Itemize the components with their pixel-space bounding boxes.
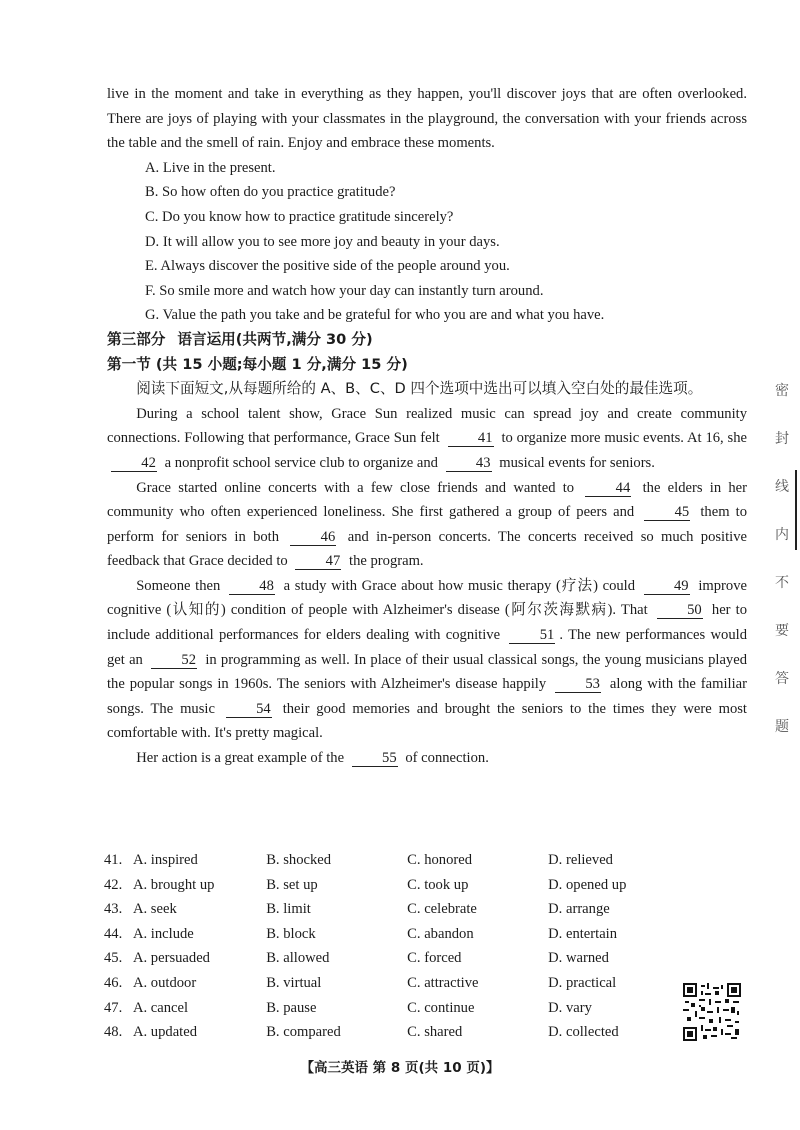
cloze-text: their good memories and brought the seniors to the times they were most comfortable with. It's pretty magical. [107, 700, 747, 742]
margin-char: 答 [775, 671, 789, 687]
question-number: 47. [104, 999, 123, 1016]
cloze-text: her to include additional performances for elders dealing with cognitive [107, 602, 748, 644]
choice-b: B. pause [266, 999, 317, 1016]
margin-char: 要 [775, 623, 789, 639]
part3-heading-rest: 语言运用(共两节,满分 30 分) [177, 330, 373, 348]
cloze-paragraph-1 [107, 402, 747, 476]
cloze-text: in programming as well. In place of their usual classical songs, the young musicians played the popular songs in 1960s. The seniors with Alzheimer's disease happily [107, 651, 747, 693]
choice-a: A. updated [132, 1024, 198, 1041]
blank-49: 49 [644, 578, 690, 595]
question-number: 42. [104, 876, 123, 893]
margin-char: 内 [775, 527, 789, 543]
choice-a: A. outdoor [132, 974, 197, 991]
option-a: A. Live in the present. [145, 159, 276, 176]
section1-heading: 第一节 (共 15 小题;每小题 1 分,满分 15 分) [107, 355, 408, 373]
option-b: B. So how often do you practice gratitude? [145, 184, 396, 201]
choice-c: C. forced [407, 950, 462, 967]
blank-44: 44 [585, 480, 631, 497]
cloze-text: musical events for seniors. [499, 454, 655, 471]
blank-50: 50 [657, 602, 703, 619]
cloze-text: to organize more music events. At 16, she [501, 430, 747, 447]
choice-row [104, 946, 664, 971]
choice-row [104, 971, 664, 996]
question-number: 44. [104, 925, 123, 942]
cloze-text: improve cognitive (认知的) condition of people with Alzheimer's disease (阿尔茨海默病). That [107, 577, 747, 619]
choice-c: C. shared [407, 1024, 463, 1041]
part3-heading [107, 328, 747, 353]
option-c: C. Do you know how to practice gratitude sincerely? [145, 208, 454, 225]
choice-a: A. include [132, 925, 194, 942]
choice-c: C. abandon [407, 925, 474, 942]
choice-d: D. collected [548, 1024, 619, 1041]
choice-d: D. entertain [548, 925, 618, 942]
blank-43: 43 [446, 455, 492, 472]
choice-b: B. block [266, 925, 316, 942]
option-d: D. It will allow you to see more joy and beauty in your days. [145, 233, 500, 250]
blank-51: 51 [509, 627, 555, 644]
option-f: F. So smile more and watch how your day can instantly turn around. [145, 282, 544, 299]
blank-45: 45 [644, 504, 690, 521]
blank-47: 47 [295, 553, 341, 570]
choice-b: B. shocked [266, 852, 332, 868]
binding-edge-line [795, 470, 797, 550]
cloze-text: Grace started online concerts with a few close friends and wanted to [136, 479, 575, 496]
choice-row [104, 897, 664, 922]
question-number: 48. [104, 1024, 123, 1041]
choice-a: A. brought up [132, 876, 215, 893]
choice-b: B. limit [266, 901, 311, 918]
cloze-text: the program. [349, 553, 424, 570]
blank-55: 55 [352, 750, 398, 767]
choice-a: A. seek [132, 901, 177, 918]
blank-54: 54 [226, 701, 272, 718]
blank-53: 53 [555, 676, 601, 693]
choice-row [104, 922, 664, 947]
choice-c: C. honored [407, 852, 473, 868]
cloze-text: a nonprofit school service club to organize and [164, 454, 438, 471]
choice-d: D. opened up [548, 876, 627, 893]
choice-d: D. warned [548, 950, 609, 967]
blank-48: 48 [229, 578, 275, 595]
choice-b: B. virtual [266, 974, 322, 991]
cloze-text: along with the familiar songs. The music [107, 676, 747, 717]
cloze-text: Her action is a great example of the [136, 750, 345, 767]
choice-a: A. cancel [132, 999, 189, 1016]
cloze-text: Someone then [136, 577, 221, 594]
blank-52: 52 [151, 652, 197, 669]
choice-d: D. arrange [548, 901, 610, 918]
margin-char: 线 [775, 479, 789, 495]
choice-a: A. persuaded [132, 950, 210, 967]
cloze-paragraph-4 [107, 746, 747, 771]
margin-char: 封 [775, 431, 789, 447]
choice-d: D. practical [548, 974, 617, 991]
passage-end-paragraph: live in the moment and take in everything as they happen, you'll discover joys that are often overlooked. There are joys of playing with your classmates in the playground, the conversation with your friends across the table and the smell of rain. Enjoy and embrace these moments. [107, 86, 747, 152]
cloze-text: . The new performances would get an [107, 627, 747, 668]
option-g: G. Value the path you take and be grateful for who you are and what you have. [145, 307, 605, 324]
choice-d: D. relieved [548, 852, 613, 868]
page-footer: 【高三英语 第 8 页(共 10 页)】 [300, 1060, 500, 1076]
choice-c: C. continue [407, 999, 475, 1016]
choice-b: B. allowed [266, 950, 330, 967]
question-number: 45. [104, 950, 123, 967]
question-number: 41. [104, 852, 123, 868]
choice-row [104, 1020, 664, 1045]
blank-46: 46 [290, 529, 336, 546]
choice-row [104, 996, 664, 1021]
cloze-text: them to perform for seniors in both [107, 504, 747, 545]
instruction: 阅读下面短文,从每题所给的 A、B、C、D 四个选项中选出可以填入空白处的最佳选项。 [136, 380, 703, 398]
choice-row [104, 848, 664, 873]
choice-a: A. inspired [132, 852, 198, 868]
cloze-text: of connection. [405, 750, 489, 767]
choice-c: C. attractive [407, 974, 479, 991]
cloze-text: and in-person concerts. The concerts received so much positive feedback that Grace decided to [107, 528, 747, 570]
margin-char: 密 [775, 383, 789, 399]
cloze-paragraph-3 [107, 574, 747, 746]
text-column [107, 82, 747, 771]
part3-heading-label: 第三部分 [107, 330, 166, 348]
question-number: 46. [104, 974, 123, 991]
choice-c: C. celebrate [407, 901, 477, 918]
blank-42: 42 [111, 455, 157, 472]
cloze-paragraph-2 [107, 476, 747, 574]
choice-c: C. took up [407, 876, 469, 893]
choice-d: D. vary [548, 999, 592, 1016]
qr-code-icon [683, 983, 741, 1041]
cloze-text: the elders in her community who often experienced loneliness. She first gathered a group of peers and [107, 479, 747, 521]
choice-b: B. set up [266, 876, 318, 893]
answer-choices [104, 848, 664, 1045]
cloze-text: a study with Grace about how music therapy (疗法) could [283, 577, 636, 594]
choice-b: B. compared [266, 1024, 341, 1041]
blank-41: 41 [448, 430, 494, 447]
choice-row [104, 873, 664, 898]
cloze-text: During a school talent show, Grace Sun realized music can spread joy and create community connections. Following that performance, Grace Sun felt [107, 405, 747, 447]
margin-char: 不 [775, 575, 789, 591]
question-number: 43. [104, 901, 123, 918]
margin-char: 题 [775, 719, 789, 735]
option-e: E. Always discover the positive side of the people around you. [145, 258, 510, 275]
